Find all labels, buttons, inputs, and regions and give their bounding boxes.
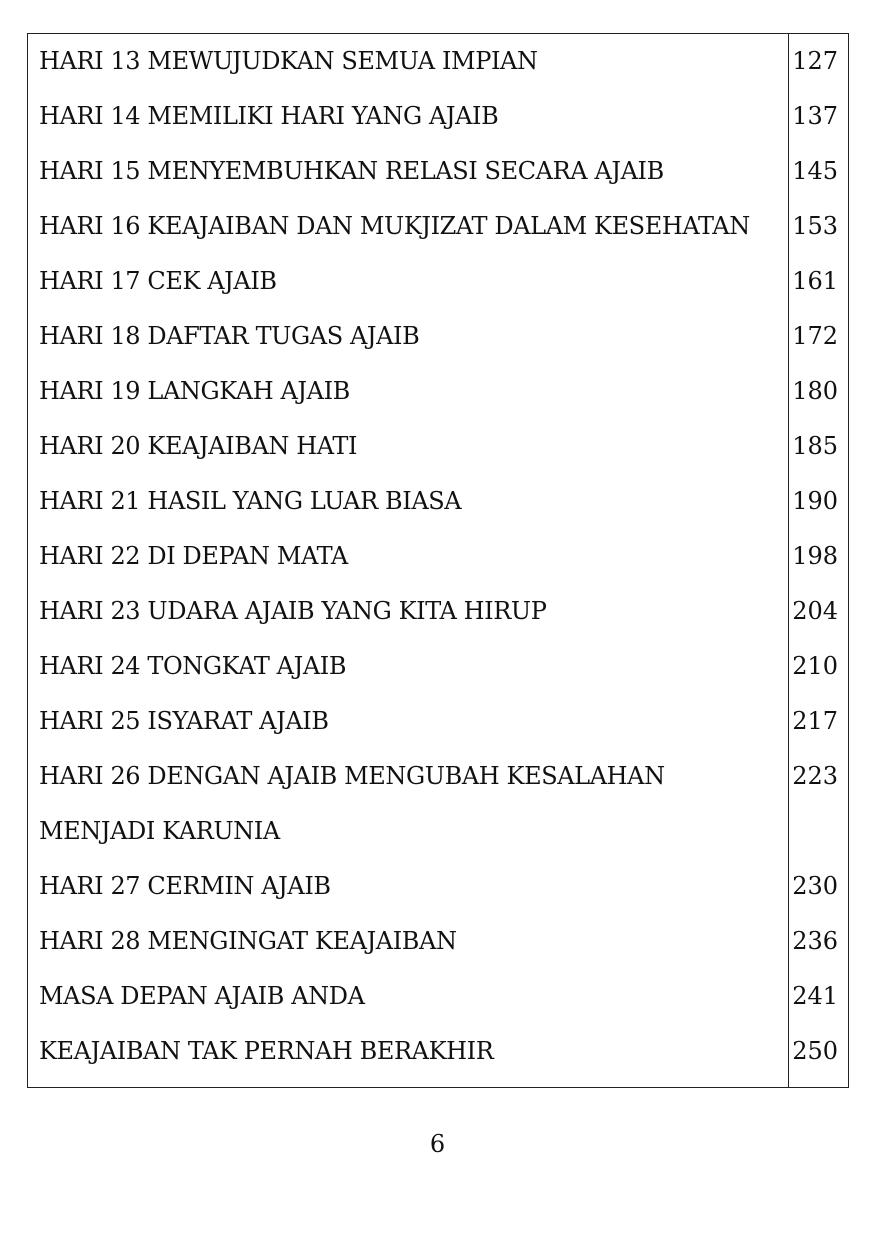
toc-entry-title: HARI 16 KEAJAIBAN DAN MUKJIZAT DALAM KESEHATAN [28, 199, 789, 254]
toc-entry-page: 230 [792, 872, 838, 900]
toc-entry-page: 145 [792, 157, 838, 185]
toc-entry-page: 236 [792, 927, 838, 955]
page-number: 6 [429, 1130, 446, 1158]
toc-entry-title: HARI 19 LANGKAH AJAIB [28, 364, 789, 419]
toc-entry-page: 127 [792, 47, 838, 75]
toc-entry-title: HARI 13 MEWUJUDKAN SEMUA IMPIAN [28, 34, 789, 90]
toc-entry-page: 161 [792, 267, 838, 295]
toc-entry-page [789, 804, 849, 859]
toc-row [28, 364, 849, 419]
toc-row [28, 694, 849, 749]
toc-row [28, 474, 849, 529]
toc-row [28, 254, 849, 309]
toc-entry-page: 241 [792, 982, 838, 1010]
toc-entry-page: 223 [792, 762, 838, 790]
toc-row [28, 1024, 849, 1088]
toc-entry-page: 137 [792, 102, 838, 130]
toc-row [28, 969, 849, 1024]
toc-entry-page: 217 [792, 707, 838, 735]
toc-row [28, 529, 849, 584]
toc-entry-page: 204 [792, 597, 838, 625]
toc-entry-page: 250 [792, 1037, 838, 1065]
toc-entry-page: 180 [792, 377, 838, 405]
toc-row [28, 584, 849, 639]
toc-row [28, 639, 849, 694]
toc-entry-title: HARI 17 CEK AJAIB [28, 254, 789, 309]
toc-entry-title: HARI 25 ISYARAT AJAIB [28, 694, 789, 749]
toc-entry-title: HARI 28 MENGINGAT KEAJAIBAN [28, 914, 789, 969]
toc-row [28, 199, 849, 254]
toc-row [28, 309, 849, 364]
toc-entry-title: KEAJAIBAN TAK PERNAH BERAKHIR [28, 1024, 789, 1088]
toc-row [28, 34, 849, 90]
toc-row [28, 89, 849, 144]
toc-row [28, 914, 849, 969]
toc-entry-title: MASA DEPAN AJAIB ANDA [28, 969, 789, 1024]
table-of-contents [27, 33, 849, 1088]
toc-entry-title: MENJADI KARUNIA [28, 804, 789, 859]
toc-body [28, 34, 849, 1088]
toc-entry-page: 172 [792, 322, 838, 350]
toc-entry-page: 210 [792, 652, 838, 680]
toc-entry-title: HARI 18 DAFTAR TUGAS AJAIB [28, 309, 789, 364]
toc-row [28, 859, 849, 914]
toc-entry-title: HARI 24 TONGKAT AJAIB [28, 639, 789, 694]
toc-row [28, 804, 849, 859]
toc-entry-title: HARI 21 HASIL YANG LUAR BIASA [28, 474, 789, 529]
toc-entry-page: 190 [792, 487, 838, 515]
toc-entry-title: HARI 14 MEMILIKI HARI YANG AJAIB [28, 89, 789, 144]
toc-entry-title: HARI 26 DENGAN AJAIB MENGUBAH KESALAHAN [28, 749, 789, 804]
toc-entry-page: 153 [792, 212, 838, 240]
toc-entry-title: HARI 15 MENYEMBUHKAN RELASI SECARA AJAIB [28, 144, 789, 199]
toc-entry-title: HARI 27 CERMIN AJAIB [28, 859, 789, 914]
toc-entry-title: HARI 23 UDARA AJAIB YANG KITA HIRUP [28, 584, 789, 639]
toc-entry-page: 185 [792, 432, 838, 460]
toc-row [28, 749, 849, 804]
toc-entry-page: 198 [792, 542, 838, 570]
toc-entry-title: HARI 20 KEAJAIBAN HATI [28, 419, 789, 474]
toc-row [28, 419, 849, 474]
toc-entry-title: HARI 22 DI DEPAN MATA [28, 529, 789, 584]
toc-row [28, 144, 849, 199]
